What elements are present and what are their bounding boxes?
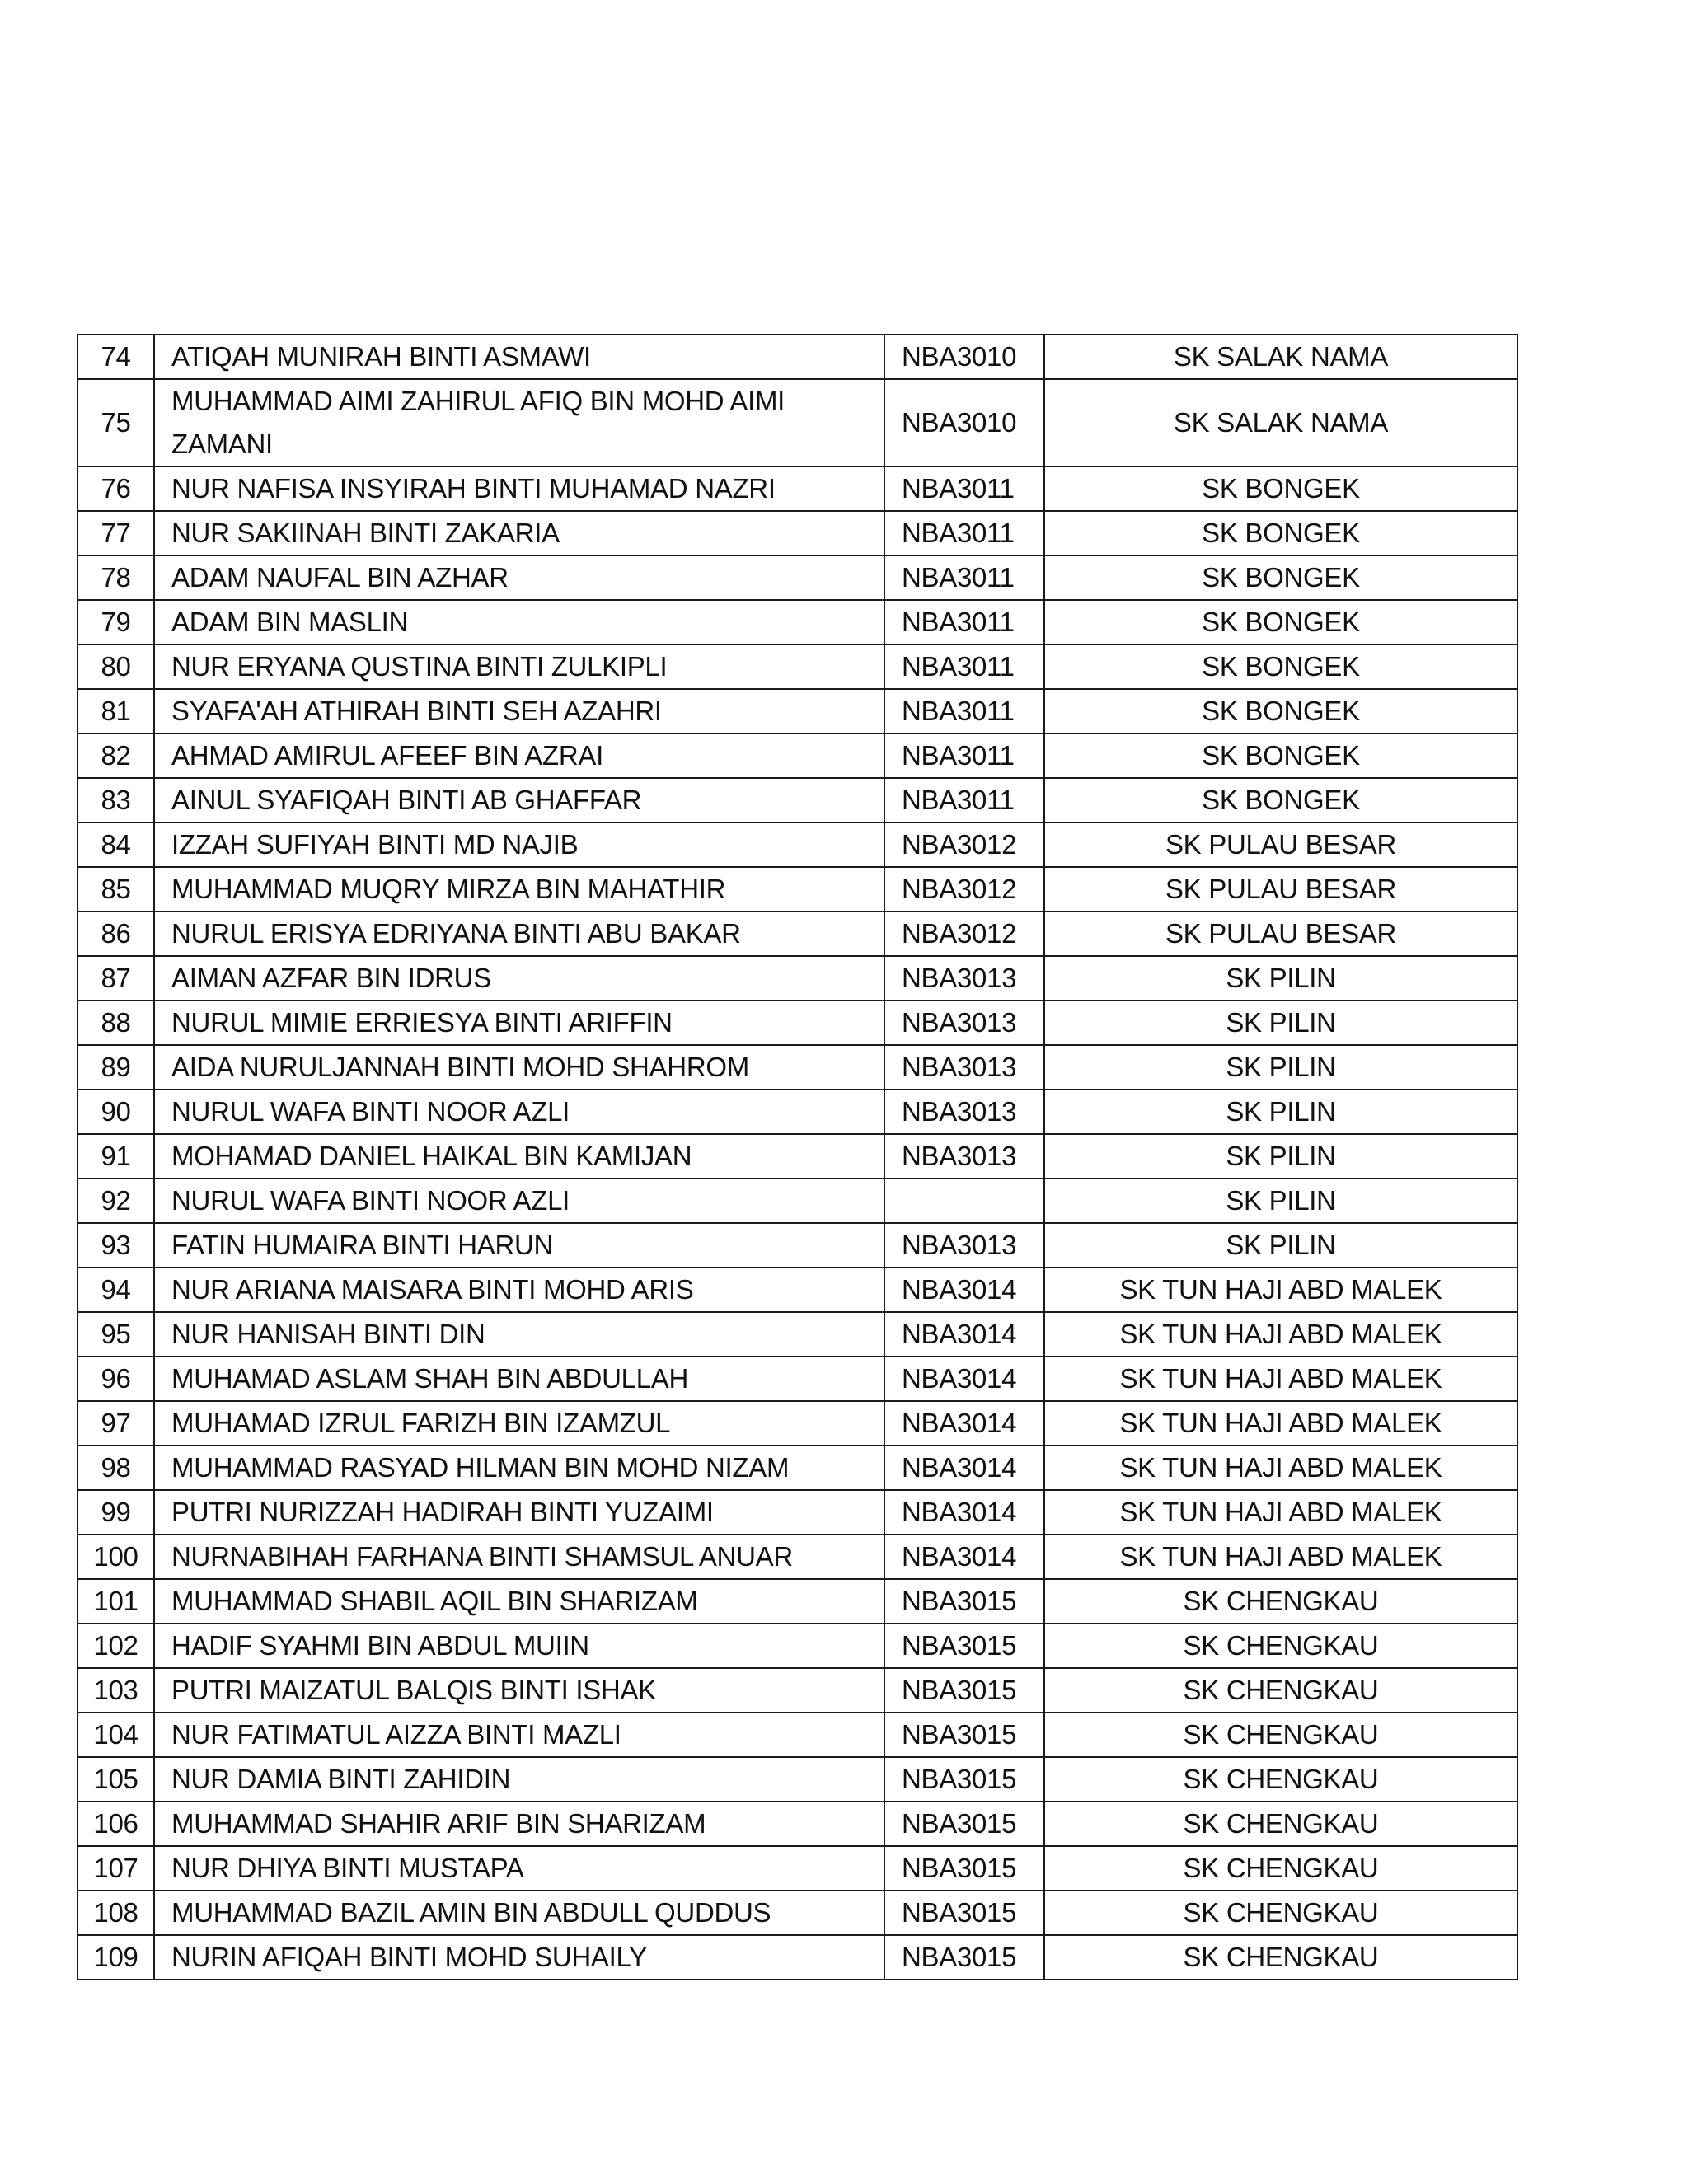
- school-name-cell: SK BONGEK: [1044, 600, 1517, 644]
- student-name-cell: PUTRI NURIZZAH HADIRAH BINTI YUZAIMI: [154, 1490, 884, 1535]
- table-row: [77, 1579, 1517, 1624]
- table-row: [77, 1223, 1517, 1268]
- table-row: [77, 1846, 1517, 1891]
- student-name-cell: MUHAMMAD RASYAD HILMAN BIN MOHD NIZAM: [154, 1446, 884, 1490]
- student-roster-table: [77, 334, 1518, 1980]
- school-name-cell: SK PILIN: [1044, 1223, 1517, 1268]
- row-number-cell: 95: [77, 1312, 154, 1357]
- student-name-cell: AIDA NURULJANNAH BINTI MOHD SHAHROM: [154, 1045, 884, 1090]
- school-name-cell: SK TUN HAJI ABD MALEK: [1044, 1312, 1517, 1357]
- row-number-cell: 77: [77, 511, 154, 555]
- school-name-cell: SK PILIN: [1044, 1045, 1517, 1090]
- school-code-cell: NBA3015: [884, 1668, 1044, 1713]
- row-number-cell: 87: [77, 956, 154, 1001]
- row-number-cell: 98: [77, 1446, 154, 1490]
- school-name-cell: SK CHENGKAU: [1044, 1802, 1517, 1846]
- student-name-cell: NUR ERYANA QUSTINA BINTI ZULKIPLI: [154, 644, 884, 689]
- table-row: [77, 1045, 1517, 1090]
- row-number-cell: 80: [77, 644, 154, 689]
- school-name-cell: SK TUN HAJI ABD MALEK: [1044, 1490, 1517, 1535]
- row-number-cell: 105: [77, 1757, 154, 1802]
- school-name-cell: SK CHENGKAU: [1044, 1579, 1517, 1624]
- row-number-cell: 99: [77, 1490, 154, 1535]
- school-code-cell: NBA3011: [884, 466, 1044, 511]
- student-name-cell: NURNABIHAH FARHANA BINTI SHAMSUL ANUAR: [154, 1535, 884, 1579]
- school-name-cell: SK TUN HAJI ABD MALEK: [1044, 1268, 1517, 1312]
- student-name-cell: MOHAMAD DANIEL HAIKAL BIN KAMIJAN: [154, 1134, 884, 1179]
- school-name-cell: SK CHENGKAU: [1044, 1668, 1517, 1713]
- student-name-cell: MUHAMMAD AIMI ZAHIRUL AFIQ BIN MOHD AIMI ZAMANI: [154, 379, 884, 466]
- school-code-cell: NBA3014: [884, 1268, 1044, 1312]
- student-name-cell: ADAM BIN MASLIN: [154, 600, 884, 644]
- row-number-cell: 96: [77, 1357, 154, 1401]
- table-row: [77, 1312, 1517, 1357]
- school-code-cell: NBA3013: [884, 1223, 1044, 1268]
- school-name-cell: SK PILIN: [1044, 956, 1517, 1001]
- school-name-cell: SK BONGEK: [1044, 555, 1517, 600]
- school-name-cell: SK TUN HAJI ABD MALEK: [1044, 1357, 1517, 1401]
- school-code-cell: NBA3013: [884, 1001, 1044, 1045]
- student-name-cell: MUHAMMAD MUQRY MIRZA BIN MAHATHIR: [154, 867, 884, 912]
- school-code-cell: NBA3015: [884, 1846, 1044, 1891]
- student-name-cell: AINUL SYAFIQAH BINTI AB GHAFFAR: [154, 778, 884, 823]
- school-code-cell: NBA3010: [884, 335, 1044, 379]
- row-number-cell: 78: [77, 555, 154, 600]
- table-row: [77, 1357, 1517, 1401]
- school-code-cell: NBA3011: [884, 733, 1044, 778]
- school-code-cell: NBA3013: [884, 1134, 1044, 1179]
- row-number-cell: 91: [77, 1134, 154, 1179]
- school-name-cell: SK BONGEK: [1044, 778, 1517, 823]
- table-row: [77, 1001, 1517, 1045]
- row-number-cell: 88: [77, 1001, 154, 1045]
- school-code-cell: NBA3015: [884, 1935, 1044, 1980]
- table-row: [77, 689, 1517, 733]
- school-code-cell: NBA3011: [884, 555, 1044, 600]
- student-name-cell: NURUL WAFA BINTI NOOR AZLI: [154, 1090, 884, 1134]
- row-number-cell: 75: [77, 379, 154, 466]
- student-name-cell: NUR DHIYA BINTI MUSTAPA: [154, 1846, 884, 1891]
- school-code-cell: NBA3014: [884, 1312, 1044, 1357]
- row-number-cell: 81: [77, 689, 154, 733]
- school-name-cell: SK BONGEK: [1044, 511, 1517, 555]
- school-name-cell: SK CHENGKAU: [1044, 1891, 1517, 1935]
- school-name-cell: SK BONGEK: [1044, 689, 1517, 733]
- school-name-cell: SK TUN HAJI ABD MALEK: [1044, 1401, 1517, 1446]
- student-name-cell: HADIF SYAHMI BIN ABDUL MUIIN: [154, 1624, 884, 1668]
- student-name-cell: MUHAMAD ASLAM SHAH BIN ABDULLAH: [154, 1357, 884, 1401]
- student-name-cell: MUHAMMAD SHAHIR ARIF BIN SHARIZAM: [154, 1802, 884, 1846]
- student-name-cell: MUHAMAD IZRUL FARIZH BIN IZAMZUL: [154, 1401, 884, 1446]
- table-row: [77, 1090, 1517, 1134]
- row-number-cell: 108: [77, 1891, 154, 1935]
- school-code-cell: NBA3014: [884, 1535, 1044, 1579]
- school-name-cell: SK PULAU BESAR: [1044, 912, 1517, 956]
- row-number-cell: 94: [77, 1268, 154, 1312]
- row-number-cell: 106: [77, 1802, 154, 1846]
- student-name-cell: NURUL WAFA BINTI NOOR AZLI: [154, 1179, 884, 1223]
- row-number-cell: 100: [77, 1535, 154, 1579]
- school-code-cell: NBA3012: [884, 912, 1044, 956]
- table-row: [77, 867, 1517, 912]
- row-number-cell: 84: [77, 823, 154, 867]
- row-number-cell: 107: [77, 1846, 154, 1891]
- school-code-cell: NBA3015: [884, 1802, 1044, 1846]
- school-name-cell: SK SALAK NAMA: [1044, 379, 1517, 466]
- student-name-cell: NURUL MIMIE ERRIESYA BINTI ARIFFIN: [154, 1001, 884, 1045]
- school-code-cell: NBA3014: [884, 1446, 1044, 1490]
- school-name-cell: SK CHENGKAU: [1044, 1624, 1517, 1668]
- school-name-cell: SK BONGEK: [1044, 733, 1517, 778]
- school-code-cell: NBA3012: [884, 823, 1044, 867]
- table-row: [77, 1179, 1517, 1223]
- student-name-cell: IZZAH SUFIYAH BINTI MD NAJIB: [154, 823, 884, 867]
- school-name-cell: SK CHENGKAU: [1044, 1846, 1517, 1891]
- school-name-cell: SK CHENGKAU: [1044, 1935, 1517, 1980]
- row-number-cell: 102: [77, 1624, 154, 1668]
- row-number-cell: 93: [77, 1223, 154, 1268]
- table-row: [77, 511, 1517, 555]
- table-row: [77, 1401, 1517, 1446]
- school-name-cell: SK SALAK NAMA: [1044, 335, 1517, 379]
- table-row: [77, 912, 1517, 956]
- student-name-cell: MUHAMMAD BAZIL AMIN BIN ABDULL QUDDUS: [154, 1891, 884, 1935]
- row-number-cell: 76: [77, 466, 154, 511]
- table-row: [77, 1446, 1517, 1490]
- row-number-cell: 104: [77, 1713, 154, 1757]
- school-code-cell: NBA3011: [884, 778, 1044, 823]
- table-row: [77, 600, 1517, 644]
- table-row: [77, 1268, 1517, 1312]
- school-name-cell: SK PILIN: [1044, 1134, 1517, 1179]
- school-name-cell: SK PILIN: [1044, 1179, 1517, 1223]
- school-code-cell: NBA3011: [884, 600, 1044, 644]
- table-row: [77, 644, 1517, 689]
- school-name-cell: SK BONGEK: [1044, 466, 1517, 511]
- table-row: [77, 956, 1517, 1001]
- table-row: [77, 466, 1517, 511]
- school-code-cell: NBA3015: [884, 1757, 1044, 1802]
- row-number-cell: 83: [77, 778, 154, 823]
- student-name-cell: AHMAD AMIRUL AFEEF BIN AZRAI: [154, 733, 884, 778]
- student-name-cell: SYAFA'AH ATHIRAH BINTI SEH AZAHRI: [154, 689, 884, 733]
- row-number-cell: 97: [77, 1401, 154, 1446]
- student-name-cell: NUR HANISAH BINTI DIN: [154, 1312, 884, 1357]
- table-row: [77, 555, 1517, 600]
- school-name-cell: SK TUN HAJI ABD MALEK: [1044, 1535, 1517, 1579]
- student-name-cell: NUR FATIMATUL AIZZA BINTI MAZLI: [154, 1713, 884, 1757]
- student-name-cell: NURUL ERISYA EDRIYANA BINTI ABU BAKAR: [154, 912, 884, 956]
- table-row: [77, 1935, 1517, 1980]
- row-number-cell: 109: [77, 1935, 154, 1980]
- student-name-cell: NURIN AFIQAH BINTI MOHD SUHAILY: [154, 1935, 884, 1980]
- school-code-cell: NBA3014: [884, 1490, 1044, 1535]
- school-name-cell: SK CHENGKAU: [1044, 1757, 1517, 1802]
- table-row: [77, 733, 1517, 778]
- row-number-cell: 89: [77, 1045, 154, 1090]
- school-code-cell: NBA3015: [884, 1624, 1044, 1668]
- school-name-cell: SK TUN HAJI ABD MALEK: [1044, 1446, 1517, 1490]
- school-code-cell: NBA3015: [884, 1713, 1044, 1757]
- school-name-cell: SK PILIN: [1044, 1001, 1517, 1045]
- row-number-cell: 82: [77, 733, 154, 778]
- row-number-cell: 85: [77, 867, 154, 912]
- student-name-cell: NUR NAFISA INSYIRAH BINTI MUHAMAD NAZRI: [154, 466, 884, 511]
- school-code-cell: NBA3014: [884, 1401, 1044, 1446]
- table-row: [77, 778, 1517, 823]
- student-name-cell: ATIQAH MUNIRAH BINTI ASMAWI: [154, 335, 884, 379]
- student-name-cell: NUR DAMIA BINTI ZAHIDIN: [154, 1757, 884, 1802]
- table-row: [77, 823, 1517, 867]
- school-name-cell: SK CHENGKAU: [1044, 1713, 1517, 1757]
- school-name-cell: SK PULAU BESAR: [1044, 867, 1517, 912]
- table-row: [77, 1624, 1517, 1668]
- table-row: [77, 1757, 1517, 1802]
- student-name-cell: NUR ARIANA MAISARA BINTI MOHD ARIS: [154, 1268, 884, 1312]
- school-code-cell: NBA3013: [884, 1045, 1044, 1090]
- table-row: [77, 1535, 1517, 1579]
- school-code-cell: [884, 1179, 1044, 1223]
- student-name-cell: AIMAN AZFAR BIN IDRUS: [154, 956, 884, 1001]
- table-row: [77, 1891, 1517, 1935]
- table-row: [77, 1802, 1517, 1846]
- table-row: [77, 1668, 1517, 1713]
- row-number-cell: 101: [77, 1579, 154, 1624]
- student-name-cell: ADAM NAUFAL BIN AZHAR: [154, 555, 884, 600]
- row-number-cell: 92: [77, 1179, 154, 1223]
- school-name-cell: SK PULAU BESAR: [1044, 823, 1517, 867]
- row-number-cell: 103: [77, 1668, 154, 1713]
- row-number-cell: 79: [77, 600, 154, 644]
- school-name-cell: SK BONGEK: [1044, 644, 1517, 689]
- row-number-cell: 86: [77, 912, 154, 956]
- table-row: [77, 1713, 1517, 1757]
- row-number-cell: 90: [77, 1090, 154, 1134]
- school-code-cell: NBA3012: [884, 867, 1044, 912]
- school-code-cell: NBA3015: [884, 1891, 1044, 1935]
- student-name-cell: FATIN HUMAIRA BINTI HARUN: [154, 1223, 884, 1268]
- table-row: [77, 335, 1517, 379]
- school-code-cell: NBA3015: [884, 1579, 1044, 1624]
- school-code-cell: NBA3014: [884, 1357, 1044, 1401]
- table-row: [77, 1134, 1517, 1179]
- school-code-cell: NBA3010: [884, 379, 1044, 466]
- school-code-cell: NBA3011: [884, 511, 1044, 555]
- student-name-cell: PUTRI MAIZATUL BALQIS BINTI ISHAK: [154, 1668, 884, 1713]
- school-code-cell: NBA3013: [884, 1090, 1044, 1134]
- school-code-cell: NBA3013: [884, 956, 1044, 1001]
- table-row: [77, 379, 1517, 466]
- student-name-cell: NUR SAKIINAH BINTI ZAKARIA: [154, 511, 884, 555]
- student-name-cell: MUHAMMAD SHABIL AQIL BIN SHARIZAM: [154, 1579, 884, 1624]
- table-row: [77, 1490, 1517, 1535]
- roster-body: [77, 335, 1517, 1980]
- school-name-cell: SK PILIN: [1044, 1090, 1517, 1134]
- school-code-cell: NBA3011: [884, 689, 1044, 733]
- school-code-cell: NBA3011: [884, 644, 1044, 689]
- row-number-cell: 74: [77, 335, 154, 379]
